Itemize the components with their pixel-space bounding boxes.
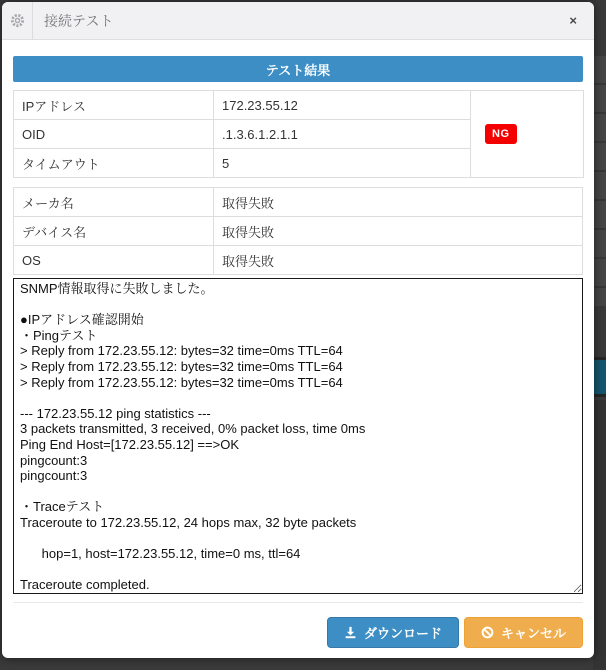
row-value-timeout: 5 bbox=[214, 149, 471, 178]
cancel-button[interactable] bbox=[464, 617, 583, 648]
status-cell bbox=[471, 91, 584, 178]
download-icon bbox=[344, 626, 357, 639]
status-badge: NG bbox=[485, 124, 517, 144]
row-label-device: デバイス名 bbox=[14, 217, 214, 246]
table-row bbox=[14, 246, 583, 275]
row-label-maker: メーカ名 bbox=[14, 188, 214, 217]
dialog-titlebar bbox=[2, 2, 594, 40]
close-icon[interactable]: × bbox=[569, 12, 577, 28]
table-row bbox=[14, 188, 583, 217]
ban-icon bbox=[481, 626, 494, 639]
backdrop-page-rows bbox=[593, 56, 606, 306]
connection-test-dialog bbox=[2, 2, 594, 658]
gear-icon bbox=[2, 2, 33, 40]
row-label-os: OS bbox=[14, 246, 214, 275]
row-label-oid: OID bbox=[14, 120, 214, 149]
dialog-title: 接続テスト bbox=[44, 12, 114, 29]
row-label-ip: IPアドレス bbox=[14, 91, 214, 120]
download-button-label: ダウンロード bbox=[363, 626, 442, 641]
row-value-oid: .1.3.6.1.2.1.1 bbox=[214, 120, 471, 149]
table-row bbox=[14, 91, 584, 120]
row-value-device: 取得失敗 bbox=[214, 217, 583, 246]
backdrop-lower bbox=[593, 400, 606, 670]
download-button[interactable] bbox=[327, 617, 459, 648]
dialog-footer bbox=[13, 603, 583, 648]
row-label-timeout: タイムアウト bbox=[14, 149, 214, 178]
device-info-table bbox=[13, 187, 583, 275]
row-value-maker: 取得失敗 bbox=[214, 188, 583, 217]
cancel-button-label: キャンセル bbox=[500, 626, 566, 641]
result-header: テスト結果 bbox=[13, 56, 583, 82]
connection-info-table bbox=[13, 90, 584, 178]
row-value-ip: 172.23.55.12 bbox=[214, 91, 471, 120]
row-value-os: 取得失敗 bbox=[214, 246, 583, 275]
backdrop-page-accent bbox=[594, 357, 606, 397]
dialog-body bbox=[2, 40, 594, 648]
table-row bbox=[14, 217, 583, 246]
log-output-textarea[interactable] bbox=[13, 278, 583, 594]
